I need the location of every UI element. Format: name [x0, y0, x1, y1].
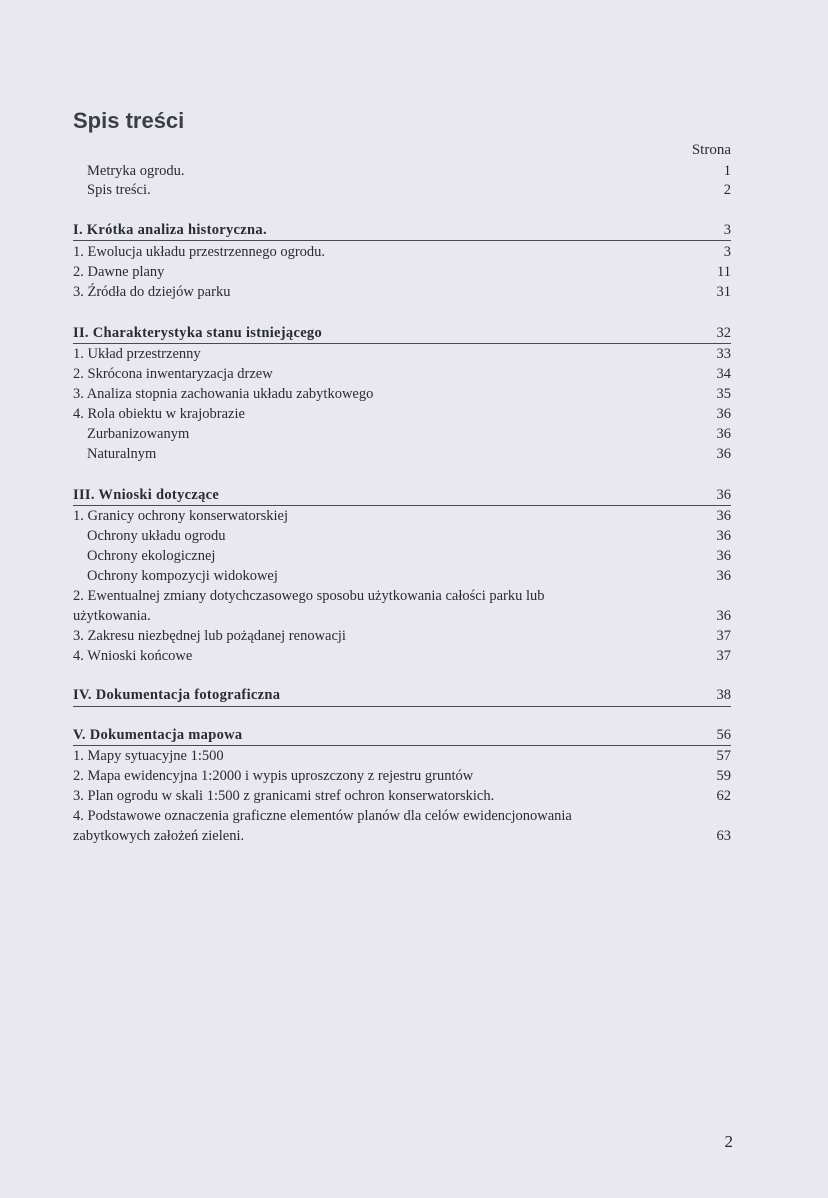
toc-entry-label: 1. Granicy ochrony konserwatorskiej	[73, 508, 289, 524]
toc-entry-label: 3. Plan ogrodu w skali 1:500 z granicami stref ochron konserwatorskich.	[73, 788, 495, 804]
toc-entry-page: 37	[716, 648, 731, 664]
toc-entry-page: 33	[716, 346, 731, 362]
toc-entry-label: 2. Dawne plany	[73, 264, 165, 280]
toc-entry-label: Metryka ogrodu.	[87, 163, 185, 179]
page-title: Spis treści	[73, 108, 185, 133]
toc-entry-page: 36	[716, 426, 731, 442]
section-heading-label: V. Dokumentacja mapowa	[73, 727, 243, 743]
toc-entry-label: Ochrony układu ogrodu	[87, 528, 226, 544]
section-heading-page: 36	[716, 487, 731, 503]
section-heading-label: I. Krótka analiza historyczna.	[73, 222, 267, 238]
toc-entry-page: 35	[716, 386, 731, 402]
section-divider	[73, 706, 731, 707]
toc-entry-page: 3	[723, 244, 731, 260]
section-heading-page: 32	[716, 325, 731, 341]
page-number: 2	[724, 1132, 733, 1151]
section-heading-label: III. Wnioski dotyczące	[73, 487, 220, 503]
toc-entry-page: 37	[716, 628, 731, 644]
toc-entry-page: 36	[716, 568, 731, 584]
section-heading-label: IV. Dokumentacja fotograficzna	[73, 687, 281, 703]
toc-entry-label: użytkowania.	[73, 608, 151, 624]
toc-entry-label: 4. Podstawowe oznaczenia graficzne elementów planów dla celów ewidencjonowania	[73, 808, 572, 824]
section-divider	[73, 505, 731, 506]
toc-entry-label: 4. Wnioski końcowe	[73, 648, 193, 664]
toc-entry-page: 34	[716, 366, 731, 382]
toc-entry-page: 36	[716, 508, 731, 524]
toc-entry-page: 63	[716, 828, 731, 844]
toc-entry-page: 36	[716, 528, 731, 544]
toc-entry-label: Zurbanizowanym	[87, 426, 190, 442]
toc-entry-label: 2. Ewentualnej zmiany dotychczasowego sposobu użytkowania całości parku lub	[73, 588, 545, 604]
toc-entry-label: 3. Zakresu niezbędnej lub pożądanej renowacji	[73, 628, 346, 644]
toc-entry-label: 1. Układ przestrzenny	[73, 346, 201, 362]
toc-entry-page: 57	[716, 748, 731, 764]
toc-entry-label: Naturalnym	[87, 446, 157, 462]
section-heading-label: II. Charakterystyka stanu istniejącego	[73, 325, 323, 341]
toc-entry-page: 1	[723, 163, 731, 179]
toc-entry-page: 59	[716, 768, 731, 784]
section-divider	[73, 745, 731, 746]
section-divider	[73, 240, 731, 241]
toc-entry-label: 2. Skrócona inwentaryzacja drzew	[73, 366, 273, 382]
toc-entry-label: zabytkowych założeń zieleni.	[73, 828, 245, 844]
toc-entry-page: 11	[717, 264, 731, 280]
toc-entry-page: 31	[716, 284, 731, 300]
section-heading-page: 56	[716, 727, 731, 743]
toc-entry-page: 62	[716, 788, 731, 804]
toc-entry-label: 3. Analiza stopnia zachowania układu zabytkowego	[73, 386, 374, 402]
toc-entry-label: 1. Ewolucja układu przestrzennego ogrodu.	[73, 244, 326, 260]
toc-entry-page: 36	[716, 548, 731, 564]
section-heading-page: 3	[723, 222, 731, 238]
toc-entry-label: Spis treści.	[87, 182, 151, 198]
toc-entry-label: Ochrony kompozycji widokowej	[87, 568, 278, 584]
section-heading-page: 38	[716, 687, 731, 703]
toc-entry-label: Ochrony ekologicznej	[87, 548, 216, 564]
toc-entry-page: 36	[716, 446, 731, 462]
toc-entry-page: 36	[716, 608, 731, 624]
toc-entry-label: 3. Źródła do dziejów parku	[73, 284, 231, 300]
toc-entry-page: 2	[723, 182, 731, 198]
page-column-header: Strona	[691, 142, 731, 158]
toc-entry-label: 4. Rola obiektu w krajobrazie	[73, 406, 245, 422]
section-divider	[73, 343, 731, 344]
toc-entry-page: 36	[716, 406, 731, 422]
toc-entry-label: 1. Mapy sytuacyjne 1:500	[73, 748, 224, 764]
toc-entry-label: 2. Mapa ewidencyjna 1:2000 i wypis uproszczony z rejestru gruntów	[73, 768, 474, 784]
